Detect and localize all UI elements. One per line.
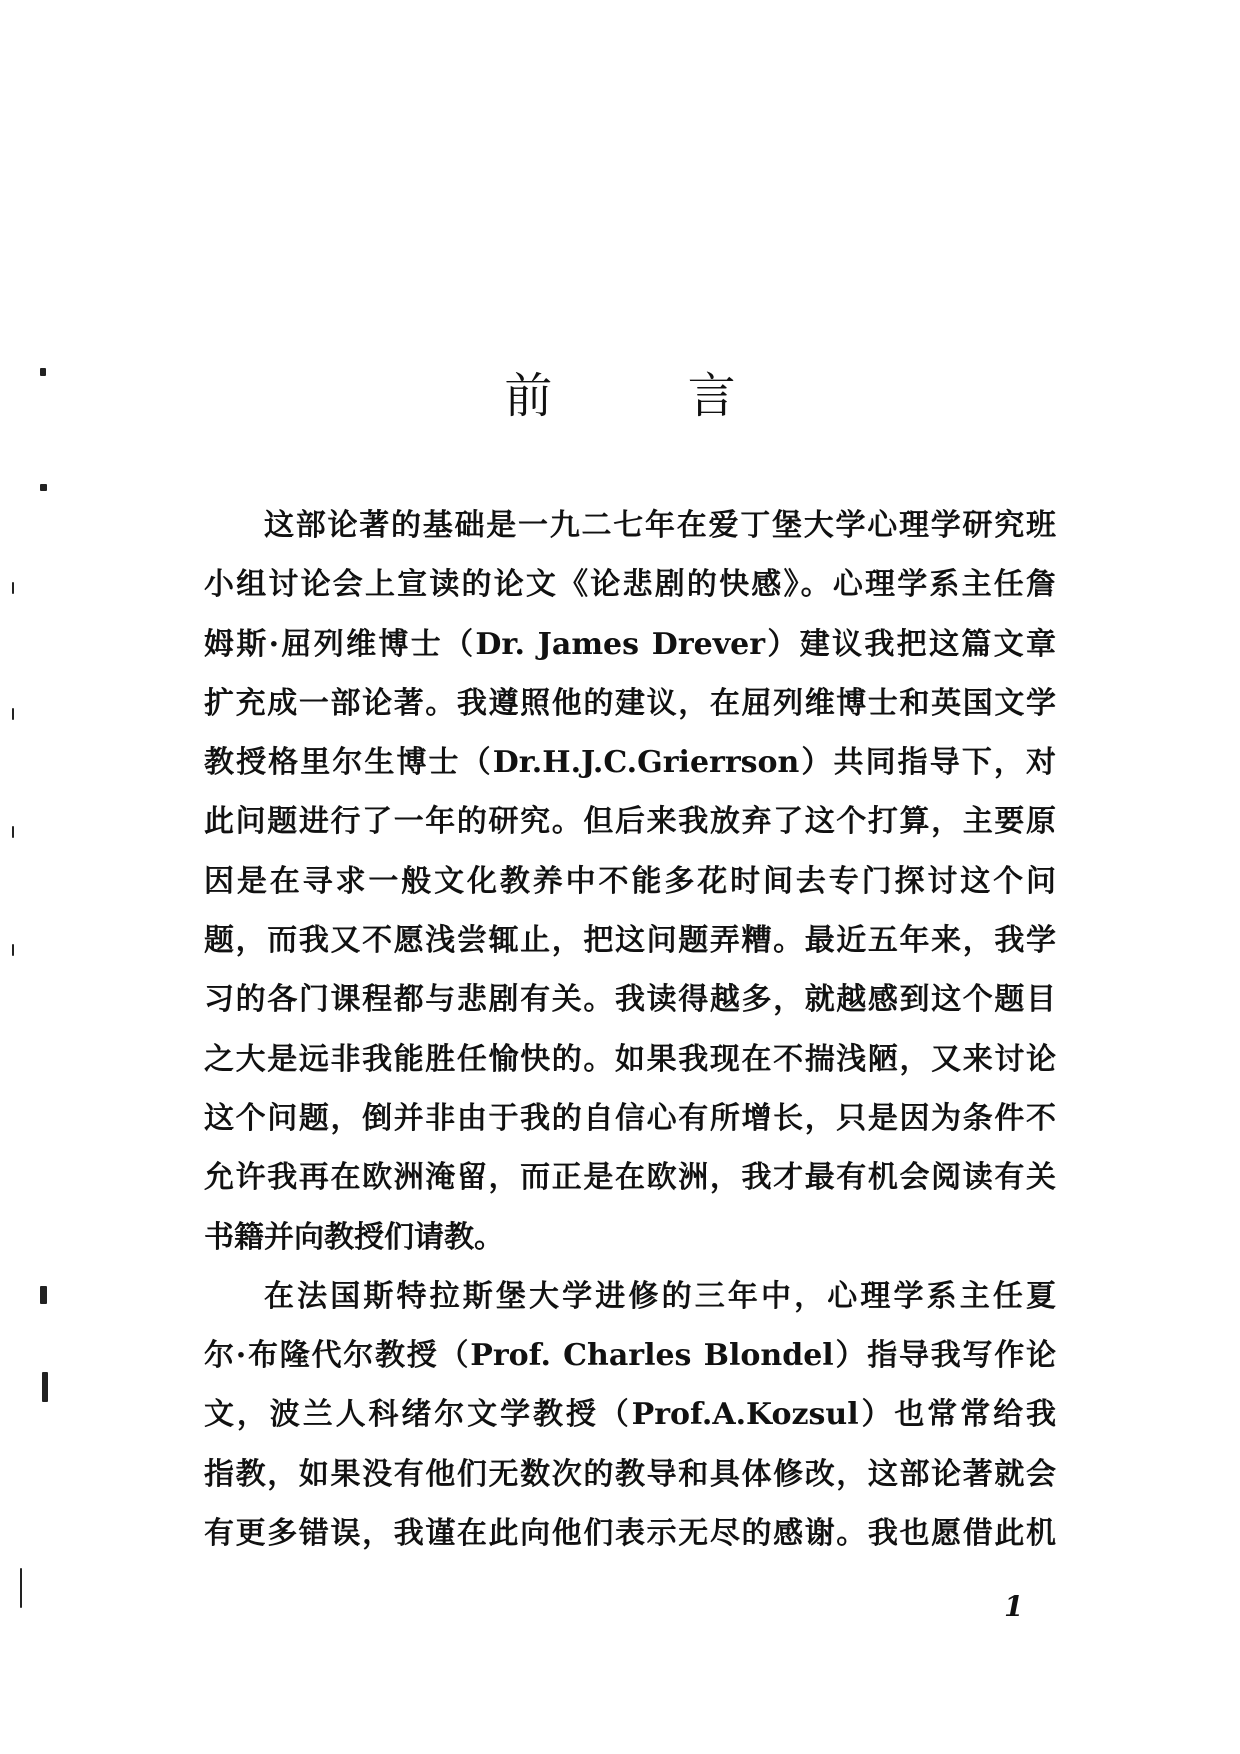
text-line: 这部论著的基础是一九二七年在爱丁堡大学心理学研究班 <box>264 508 1056 543</box>
text-line: 指教，如果没有他们无数次的教导和具体修改，这部论著就会 <box>204 1456 1056 1492</box>
scan-speck <box>20 1568 22 1608</box>
text-line: 小组讨论会上宣读的论文《论悲剧的快感》。心理学系主任詹 <box>204 567 1056 603</box>
text-line: 题，而我又不愿浅尝辄止，把这问题弄糟。最近五年来，我学 <box>204 923 1056 959</box>
page-number: 1 <box>1004 1590 1024 1623</box>
text-line: 这个问题，倒并非由于我的自信心有所增长，只是因为条件不 <box>204 1100 1056 1136</box>
text-line: 书籍并向教授们请教。 <box>204 1219 504 1255</box>
preface-body <box>204 496 1056 1563</box>
paragraph-1 <box>204 496 1056 1267</box>
scan-speck <box>12 582 14 594</box>
scan-speck <box>42 1372 48 1402</box>
page-title: 前 言 <box>504 368 796 424</box>
scan-speck <box>12 708 14 720</box>
text-line: 扩充成一部论著。我遵照他的建议，在屈列维博士和英国文学 <box>204 685 1056 721</box>
text-line: 文，波兰人科绪尔文学教授（Prof.A.Kozsul）也常常给我 <box>204 1397 1056 1433</box>
text-line: 因是在寻求一般文化教养中不能多花时间去专门探讨这个问 <box>204 863 1056 899</box>
text-line: 尔·布隆代尔教授（Prof. Charles Blondel）指导我写作论 <box>204 1338 1056 1374</box>
text-line: 之大是远非我能胜任愉快的。如果我现在不揣浅陋，又来讨论 <box>204 1041 1056 1077</box>
paragraph-2 <box>204 1267 1056 1563</box>
text-line: 姆斯·屈列维博士（Dr. James Drever）建议我把这篇文章 <box>204 626 1056 662</box>
text-line: 习的各门课程都与悲剧有关。我读得越多，就越感到这个题目 <box>204 982 1056 1018</box>
scan-speck <box>12 826 14 838</box>
text-line: 此问题进行了一年的研究。但后来我放弃了这个打算，主要原 <box>204 804 1056 840</box>
text-line: 允许我再在欧洲淹留，而正是在欧洲，我才最有机会阅读有关 <box>204 1160 1056 1196</box>
text-line: 教授格里尔生博士（Dr.H.J.C.Grierrson）共同指导下，对 <box>204 745 1056 781</box>
scan-speck <box>12 944 14 956</box>
scan-speck <box>40 1286 47 1304</box>
text-line: 在法国斯特拉斯堡大学进修的三年中，心理学系主任夏 <box>264 1278 1056 1314</box>
scan-speck <box>40 368 46 376</box>
text-line: 有更多错误，我谨在此向他们表示无尽的感谢。我也愿借此机 <box>204 1516 1056 1552</box>
scan-speck <box>40 484 47 491</box>
